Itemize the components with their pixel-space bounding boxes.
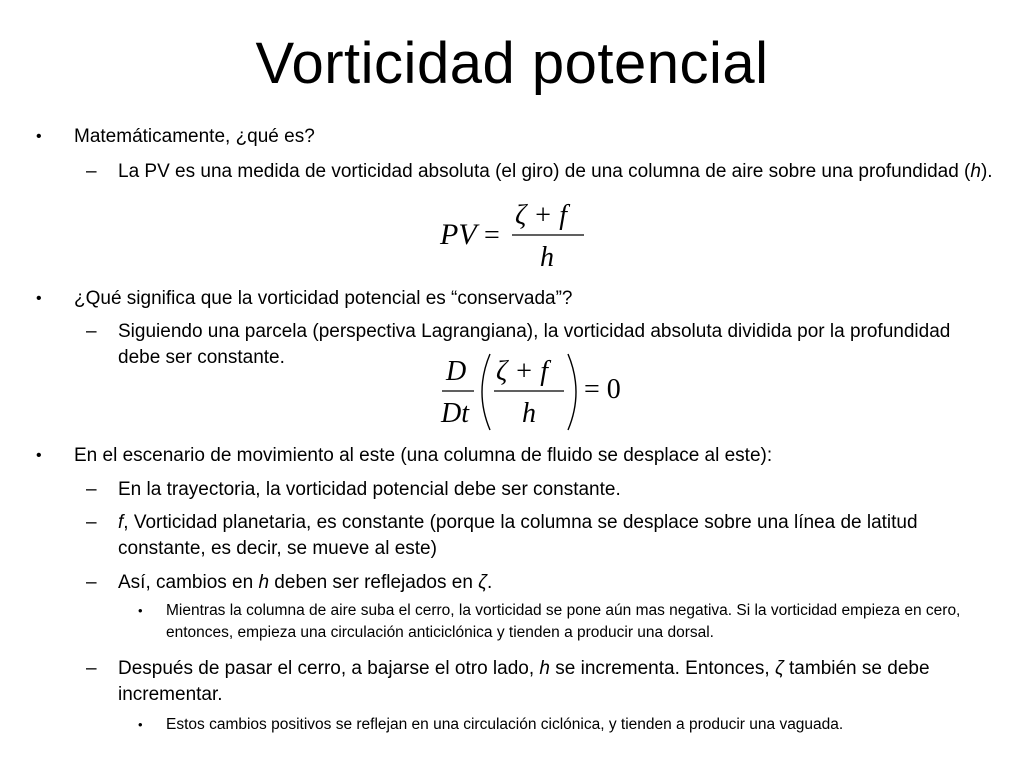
eq2-denominator: h: [522, 398, 536, 429]
italic-var: h: [539, 658, 550, 679]
bullet-text: [118, 570, 996, 596]
eq2-rhs: = 0: [584, 374, 621, 405]
bullet-marker: •: [138, 717, 143, 732]
bullet-text: [118, 510, 996, 562]
eq1-numerator: ζ + f: [515, 200, 568, 231]
bullet-text: Estos cambios positivos se reflejan en una circulación ciclónica, y tienden a producir una vaguada.: [166, 716, 844, 733]
bullet-text: Mientras la columna de aire suba el cerro, la vorticidad se pone aún mas negativa. Si la vorticidad empieza en cero, entonces, empieza una circulación anticiclónica y tienden a producir una dorsal.: [166, 602, 961, 641]
bullet-text: En la trayectoria, la vorticidad potencial debe ser constante.: [118, 479, 621, 500]
bullet-marker: •: [138, 603, 143, 618]
italic-var: f: [118, 512, 124, 533]
bullet-text: ¿Qué significa que la vorticidad potencial es “conservada”?: [74, 288, 573, 309]
bullet-1-1: [86, 159, 996, 185]
eq1-equals: =: [484, 220, 500, 251]
italic-var: ζ: [774, 658, 784, 679]
bullet-marker: •: [36, 128, 42, 145]
eq2-numerator: ζ + f: [496, 356, 549, 387]
dash-marker: –: [86, 321, 97, 342]
bullet-text: En el escenario de movimiento al este (una columna de fluido se desplace al este):: [74, 445, 773, 466]
eq2-d-denominator: Dt: [441, 398, 469, 429]
bullet-3-2: [86, 510, 996, 562]
bullet-text: Matemáticamente, ¿qué es?: [74, 126, 315, 147]
slide-title: Vorticidad potencial: [255, 31, 769, 96]
dash-marker: –: [86, 161, 97, 182]
bullet-text: Siguiendo una parcela (perspectiva Lagrangiana), la vorticidad absoluta dividida por la profundidad debe ser constante.: [118, 321, 951, 368]
italic-var: h: [970, 161, 981, 182]
bullet-3-4-1: [138, 714, 998, 736]
bullet-1: [36, 124, 996, 150]
equation-pv: [438, 196, 598, 279]
italic-var: ζ: [478, 572, 487, 593]
text-run: también se debe incrementar.: [118, 658, 930, 705]
dash-marker: –: [86, 658, 97, 679]
eq1-lhs: PV: [440, 218, 477, 251]
text-run: se incrementa. Entonces,: [549, 658, 775, 679]
bullet-3-3-1: [138, 600, 998, 644]
italic-var: h: [258, 572, 270, 593]
text-run: .: [486, 572, 493, 593]
eq2-d-numerator: D: [446, 356, 467, 387]
bullet-3-1: [86, 477, 996, 503]
equation-conservation: [438, 350, 638, 439]
bullet-3: [36, 443, 996, 469]
text-run: , Vorticidad planetaria, es constante (porque la columna se desplace sobre una línea de latitud constante, es decir, se mueve al este): [118, 512, 918, 559]
text-run: ).: [980, 161, 993, 182]
bullet-2: [36, 286, 996, 312]
right-paren: [568, 354, 576, 430]
text-run: deben ser reflejados en: [269, 572, 479, 593]
dash-marker: –: [86, 512, 97, 533]
bullet-text: [118, 159, 996, 185]
text-run: La PV es una medida de vorticidad absoluta (el giro) de una columna de aire sobre una profundidad (: [118, 161, 971, 182]
left-paren: [482, 354, 490, 430]
bullet-3-3: [86, 570, 996, 596]
text-run: Después de pasar el cerro, a bajarse el otro lado,: [118, 658, 540, 679]
bullet-marker: •: [36, 447, 42, 464]
eq1-denominator: h: [540, 242, 554, 273]
dash-marker: –: [86, 479, 97, 500]
bullet-3-4: [86, 656, 996, 708]
bullet-text: [118, 656, 996, 708]
text-run: Así, cambios en: [118, 572, 259, 593]
bullet-marker: •: [36, 290, 42, 307]
dash-marker: –: [86, 572, 97, 593]
